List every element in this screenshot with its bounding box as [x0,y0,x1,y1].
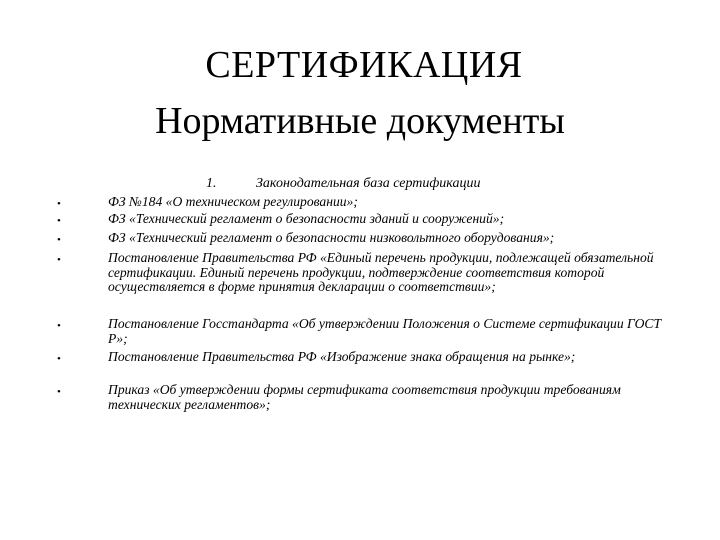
bullet-icon: • [57,353,61,365]
bullet-icon: • [57,234,61,246]
list-item-2: ФЗ «Технический регламент о безопасности зданий и сооружений»; [108,211,505,226]
list-item-6: Постановление Правительства РФ «Изображение знака обращения на рынке»; [108,349,576,364]
list-item-3: ФЗ «Технический регламент о безопасности низковольтного оборудования»; [108,230,555,245]
bullet-icon: • [57,386,61,398]
list-item-7: Приказ «Об утверждении формы сертификата соответствия продукции требованиям технических регламентов»; [108,382,621,412]
bullet-icon: • [57,254,61,266]
list-item-1: ФЗ №184 «О техническом регулировании»; [108,194,358,209]
title-line-2: Нормативные документы [155,100,565,142]
title-line-1-text: СЕРТИФИКАЦИЯ [205,44,523,86]
section-heading-text: Законодательная база сертификации [256,176,481,191]
bullet-icon: • [57,215,61,227]
list-item-5: Постановление Госстандарта «Об утверждении Положения о Системе сертификации ГОСТ Р»; [108,316,662,346]
bullet-icon: • [57,198,61,210]
list-item-4: Постановление Правительства РФ «Единый перечень продукции, подлежащей обязательной сертификации. Единый перечень продукции, подтверждение соответствия которой осуществляется в форме принятия декларации о соответствии»; [108,250,654,295]
bullet-icon: • [57,320,61,332]
section-number: 1. [206,176,217,191]
